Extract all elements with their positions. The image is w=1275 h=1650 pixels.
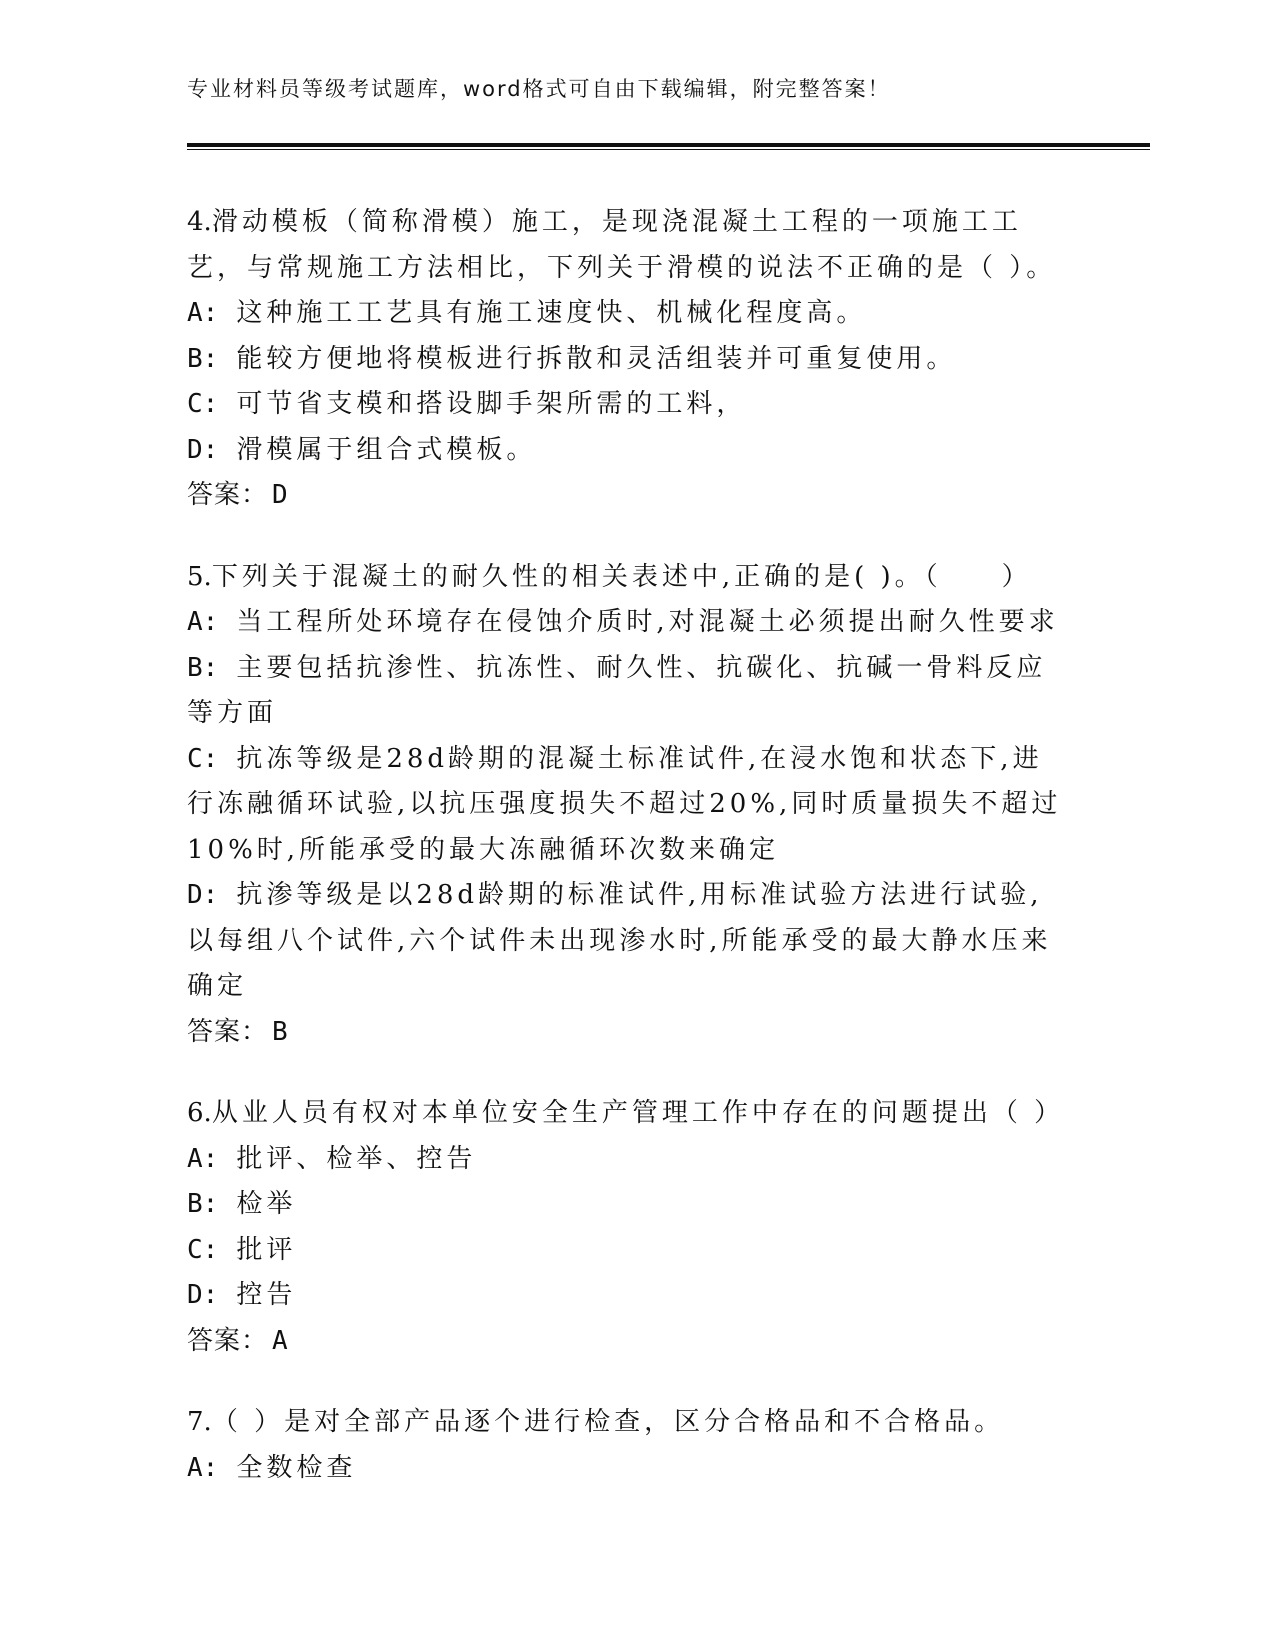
option-key: A: xyxy=(187,1452,219,1483)
question-7-text xyxy=(187,1400,1067,1446)
question-stem: （ ）是对全部产品逐个进行检查，区分合格品和不合格品。 xyxy=(211,1407,1005,1437)
option-text: 控告 xyxy=(236,1280,297,1310)
answer-value: A xyxy=(272,1325,289,1356)
option-text: 能较方便地将模板进行拆散和灵活组装并可重复使用。 xyxy=(236,343,957,374)
question-4-text xyxy=(187,200,1067,291)
option-key: B: xyxy=(187,1189,219,1219)
option-text: 检举 xyxy=(236,1189,297,1219)
option-text: 抗冻等级是28d龄期的混凝土标准试件,在浸水饱和状态下,进行冻融循环试验,以抗压强度损失不超过20%,同时质量损失不超过10%时,所能承受的最大冻融循环次数来确定 xyxy=(187,743,1062,865)
question-7 xyxy=(187,1400,1067,1491)
answer-line xyxy=(187,1319,1067,1365)
option-key: A: xyxy=(187,607,219,637)
option-key: D: xyxy=(187,434,219,465)
option-text: 主要包括抗渗性、抗冻性、耐久性、抗碳化、抗碱一骨料反应等方面 xyxy=(187,652,1047,728)
question-number: 7. xyxy=(187,1407,212,1437)
question-stem: 从业人员有权对本单位安全生产管理工作中存在的问题提出（ ） xyxy=(211,1098,1065,1128)
question-list xyxy=(187,200,1067,1527)
option-text: 批评 xyxy=(236,1234,297,1265)
option-key: D: xyxy=(187,880,219,910)
header-divider-thin xyxy=(187,149,1150,150)
question-6-text xyxy=(187,1091,1067,1137)
answer-value: B xyxy=(272,1016,289,1047)
question-4 xyxy=(187,200,1067,519)
answer-line xyxy=(187,1010,1067,1056)
option-key: C: xyxy=(187,389,219,419)
question-stem: 下列关于混凝土的耐久性的相关表述中,正确的是( )。（ ） xyxy=(211,561,1032,592)
option-d xyxy=(187,873,1067,1010)
option-a xyxy=(187,1137,1067,1183)
option-key: C: xyxy=(187,743,219,774)
option-b xyxy=(187,1182,1067,1228)
option-key: B: xyxy=(187,652,219,683)
option-text: 当工程所处环境存在侵蚀介质时,对混凝土必须提出耐久性要求 xyxy=(236,607,1059,637)
option-b xyxy=(187,337,1067,383)
option-a xyxy=(187,1446,1067,1492)
question-number: 4. xyxy=(187,207,212,237)
option-text: 抗渗等级是以28d龄期的标准试件,用标准试验方法进行试验,以每组八个试件,六个试件未出现渗水时,所能承受的最大静水压来确定 xyxy=(187,880,1052,1001)
option-a xyxy=(187,600,1067,646)
question-5-text xyxy=(187,555,1067,601)
question-5 xyxy=(187,555,1067,1056)
option-a xyxy=(187,291,1067,337)
option-key: A: xyxy=(187,298,219,328)
option-d xyxy=(187,428,1067,474)
option-key: C: xyxy=(187,1234,219,1265)
option-text: 批评、检举、控告 xyxy=(236,1143,477,1174)
answer-label: 答案： xyxy=(187,480,269,510)
option-key: A: xyxy=(187,1143,219,1174)
option-key: D: xyxy=(187,1280,219,1310)
question-6 xyxy=(187,1091,1067,1364)
answer-value: D xyxy=(272,480,289,510)
option-b xyxy=(187,646,1067,737)
answer-label: 答案： xyxy=(187,1325,269,1356)
option-text: 滑模属于组合式模板。 xyxy=(236,434,537,465)
option-key: B: xyxy=(187,343,219,374)
option-text: 可节省支模和搭设脚手架所需的工料， xyxy=(236,389,747,419)
answer-label: 答案： xyxy=(187,1016,269,1047)
header-divider-thick xyxy=(187,143,1150,147)
option-c xyxy=(187,382,1067,428)
option-text: 全数检查 xyxy=(236,1452,357,1483)
option-d xyxy=(187,1273,1067,1319)
answer-line xyxy=(187,473,1067,519)
question-stem: 滑动模板（简称滑模）施工，是现浇混凝土工程的一项施工工艺，与常规施工方法相比，下列关于滑模的说法不正确的是（ ）。 xyxy=(187,207,1057,283)
option-c xyxy=(187,1228,1067,1274)
option-c xyxy=(187,737,1067,874)
question-number: 5. xyxy=(187,561,212,592)
option-text: 这种施工工艺具有施工速度快、机械化程度高。 xyxy=(236,298,867,328)
question-number: 6. xyxy=(187,1098,212,1128)
page-header: 专业材料员等级考试题库，word格式可自由下载编辑，附完整答案！ xyxy=(187,77,891,101)
